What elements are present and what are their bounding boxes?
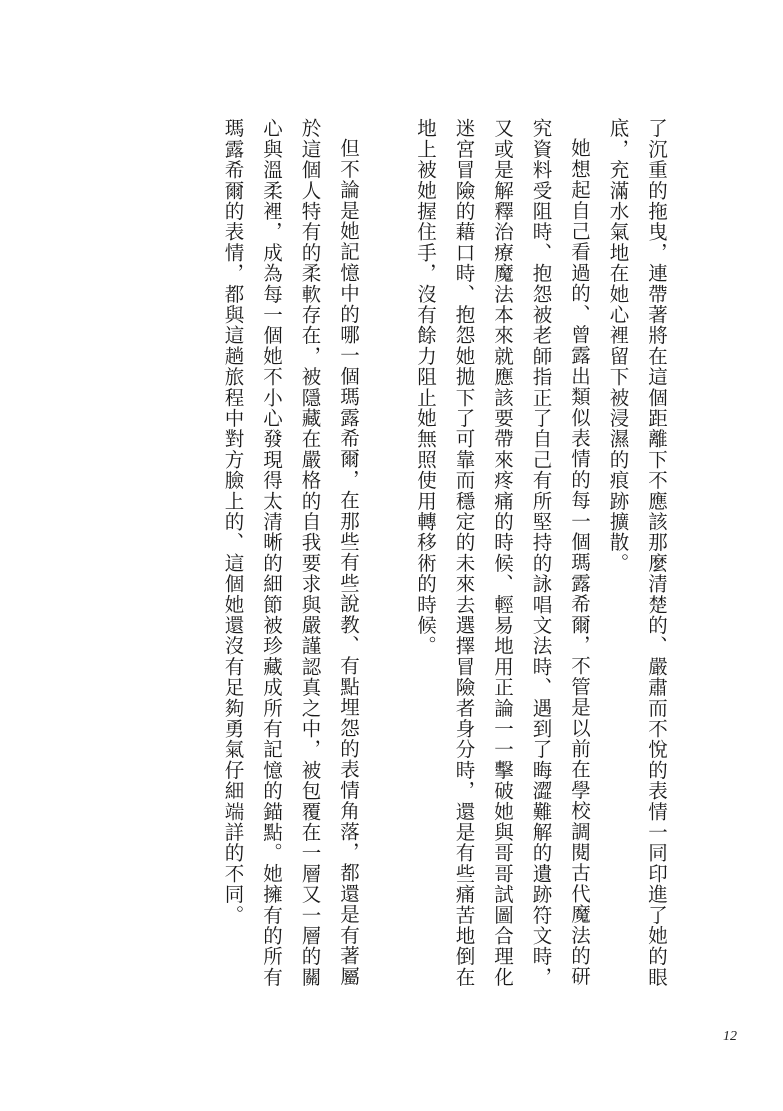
paragraph-1: 了沉重的拖曳，連帶著將在這個距離下不應該那麼清楚的、嚴肅而不悅的表情一同印進了她的眼底，充滿水氣地在她心裡留下被浸濕的痕跡擴散。 (606, 118, 668, 988)
paragraph-2: 她想起自己看過的、曾露出類似表情的每一個瑪露希爾，不管是以前在學校調閱古代魔法的研究資料受阻時、抱怨被老師指正了自己有所堅持的詠唱文法時、遇到了晦澀難解的遺跡符文時，又或是解釋治療魔法本來就應該要帶來疼痛的時候、輕易地用正論一一擊破她與哥哥試圖合理化迷宮冒險的藉口時、抱怨她拋下了可靠而穩定的未來去選擇冒險者身分時，還是有些痛苦地倒在地上被她握住手，沒有餘力阻止她無照使用轉移術的時候。 (414, 118, 591, 988)
vertical-text-body (175, 118, 676, 998)
page-number: 12 (723, 1029, 737, 1044)
paragraph-3: 但不論是她記憶中的哪一個瑪露希爾，在那些有些說教、有點埋怨的表情角落，都還是有著屬於這個人特有的柔軟存在，被隱藏在嚴格的自我要求與嚴謹認真之中，被包覆在一層又一層的關心與溫柔裡，成為每一個她不小心發現得太清晰的細節被珍藏成所有記憶的錨點。她擁有的所有瑪露希爾的表情，都與這趟旅程中對方臉上的、這個她還沒有足夠勇氣仔細端詳的不同。 (221, 118, 360, 988)
